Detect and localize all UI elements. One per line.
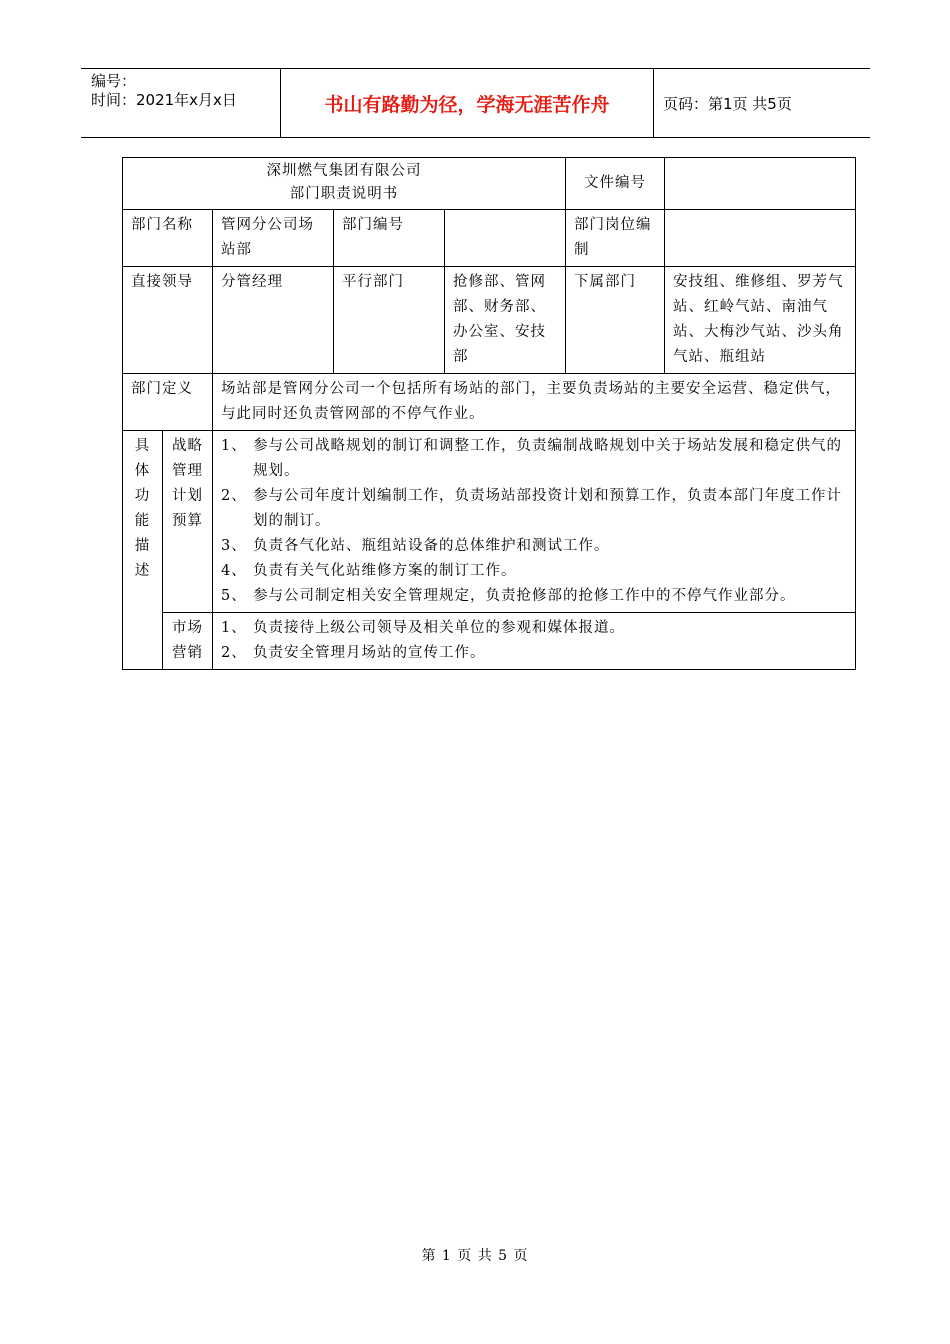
func-label-char: 述 — [134, 563, 151, 579]
list-item: 1、 负责接待上级公司领导及相关单位的参观和媒体报道。 — [221, 620, 625, 636]
file-no-value — [665, 158, 856, 210]
header-page-info: 页码：第1页 共5页 — [663, 94, 792, 113]
header-meta — [81, 69, 281, 137]
func-label — [123, 431, 163, 670]
company-name: 深圳燃气集团有限公司 — [266, 163, 422, 179]
market-label-line: 营销 — [172, 645, 203, 661]
list-item: 4、 负责有关气化站维修方案的制订工作。 — [221, 563, 517, 579]
leader-value: 分管经理 — [213, 267, 334, 374]
sub-label: 下属部门 — [566, 267, 665, 374]
def-value: 场站部是管网分公司一个包括所有场站的部门，主要负责场站的主要安全运营、稳定供气，与此同时还负责管网部的不停气作业。 — [213, 374, 856, 431]
market-label — [163, 613, 213, 670]
list-item: 1、 参与公司战略规划的制订和调整工作，负责编制战略规划中关于场站发展和稳定供气的规划。 — [221, 438, 842, 479]
dept-name-label: 部门名称 — [123, 210, 213, 267]
list-item: 2、 负责安全管理月场站的宣传工作。 — [221, 645, 486, 661]
parallel-value: 抢修部、管网部、财务部、办公室、安技部 — [445, 267, 566, 374]
market-list — [221, 616, 847, 666]
dept-no-value — [445, 210, 566, 267]
file-no-label: 文件编号 — [566, 158, 665, 210]
list-item: 5、 参与公司制定相关安全管理规定，负责抢修部的抢修工作中的不停气作业部分。 — [221, 588, 796, 604]
strategy-label — [163, 431, 213, 613]
list-item: 2、 参与公司年度计划编制工作，负责场站部投资计划和预算工作，负责本部门年度工作计划的制订。 — [221, 488, 842, 529]
strategy-label-line: 管理 — [172, 463, 203, 479]
leader-label: 直接领导 — [123, 267, 213, 374]
strategy-items-cell — [213, 431, 856, 613]
strategy-list — [221, 434, 847, 609]
post-label: 部门岗位编制 — [566, 210, 665, 267]
def-label: 部门定义 — [123, 374, 213, 431]
market-items-cell — [213, 613, 856, 670]
strategy-label-line: 战略 — [172, 438, 203, 454]
table-title-cell — [123, 158, 566, 210]
page-footer: 第 1 页 共 5 页 — [421, 1248, 529, 1264]
parallel-label: 平行部门 — [334, 267, 445, 374]
func-label-char: 功 — [134, 488, 151, 504]
header-motto: 书山有路勤为径，学海无涯苦作舟 — [281, 69, 654, 137]
func-label-char: 描 — [134, 538, 151, 554]
func-label-char: 能 — [134, 513, 151, 529]
doc-title: 部门职责说明书 — [289, 186, 399, 202]
page-header — [81, 68, 870, 138]
list-item: 3、 负责各气化站、瓶组站设备的总体维护和测试工作。 — [221, 538, 610, 554]
sub-value: 安技组、维修组、罗芳气站、红岭气站、南油气站、大梅沙气站、沙头角气站、瓶组站 — [665, 267, 856, 374]
number-label: 编号： — [91, 72, 137, 90]
market-label-line: 市场 — [172, 620, 203, 636]
func-label-char: 具 — [134, 438, 151, 454]
strategy-label-line: 预算 — [172, 513, 203, 529]
func-label-char: 体 — [134, 463, 151, 479]
time-label: 时间：2021年x月x日 — [91, 91, 237, 109]
dept-no-label: 部门编号 — [334, 210, 445, 267]
duty-table — [122, 157, 856, 670]
dept-name-value: 管网分公司场站部 — [213, 210, 334, 267]
strategy-label-line: 计划 — [172, 488, 203, 504]
post-value — [665, 210, 856, 267]
